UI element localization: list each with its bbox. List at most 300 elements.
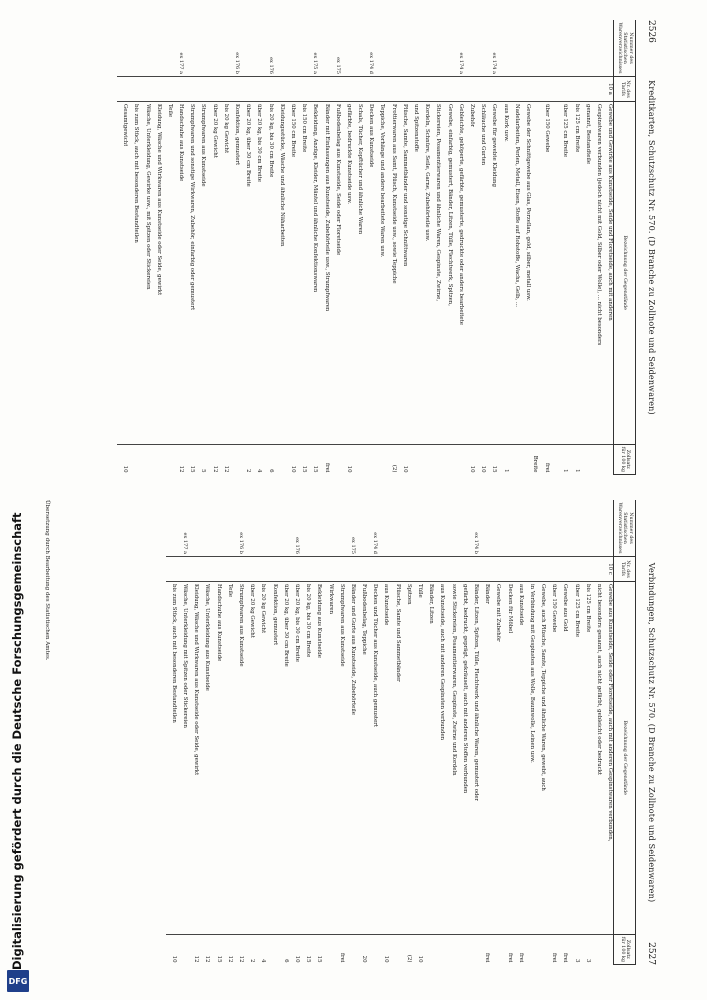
description-cell bbox=[222, 582, 233, 935]
description-text: Gewebe für gewebte Kleidung bbox=[491, 104, 498, 187]
description-cell bbox=[266, 582, 277, 935]
item-cell: 10 a bbox=[602, 77, 614, 102]
item-cell bbox=[419, 77, 430, 102]
description-cell bbox=[251, 102, 262, 445]
table-row bbox=[117, 20, 128, 475]
rate-cell bbox=[352, 444, 363, 475]
table-row bbox=[367, 500, 378, 965]
item-cell bbox=[520, 77, 531, 102]
page-number: 2527 bbox=[646, 942, 656, 965]
rate-cell: 10 bbox=[166, 934, 177, 965]
description-text: bis zum Stück, auch mit besonderen Bestandteilen bbox=[170, 584, 177, 723]
description-cell bbox=[441, 102, 452, 445]
rate-cell: frei bbox=[479, 934, 490, 965]
item-cell bbox=[274, 77, 285, 102]
description-text: Teppiche, Vorhänge und andere bearbeitete Waren usw. bbox=[379, 104, 386, 258]
description-cell bbox=[497, 102, 508, 445]
right-page-rotated-content bbox=[40, 500, 670, 965]
description-cell bbox=[244, 582, 255, 935]
table-row bbox=[274, 20, 285, 475]
description-text: Gewebe mit Zubehör bbox=[495, 584, 502, 642]
description-text: Gesamtgewicht bbox=[122, 104, 129, 147]
table-row bbox=[434, 500, 445, 965]
table-row bbox=[509, 20, 520, 475]
item-cell bbox=[367, 557, 378, 582]
table-row bbox=[240, 20, 251, 475]
item-cell bbox=[128, 77, 139, 102]
table-row bbox=[550, 20, 558, 475]
table-row bbox=[486, 20, 497, 475]
item-cell bbox=[378, 557, 389, 582]
description-cell bbox=[385, 102, 396, 445]
rate-cell bbox=[374, 444, 385, 475]
item-cell bbox=[401, 557, 412, 582]
description-text: Bänder, Litzen bbox=[428, 584, 435, 624]
item-cell bbox=[408, 77, 419, 102]
right-page-header bbox=[640, 500, 670, 965]
item-cell bbox=[423, 557, 434, 582]
item-cell bbox=[210, 557, 221, 582]
description-text: Handschuhe aus Kunstseide bbox=[215, 584, 222, 662]
description-text: bis 20 kg, bis 30 cm Breite bbox=[267, 104, 274, 178]
rate-cell bbox=[177, 934, 188, 965]
description-cell bbox=[229, 102, 240, 445]
description-cell bbox=[356, 582, 367, 935]
rate-cell bbox=[457, 934, 468, 965]
rate-cell bbox=[524, 934, 535, 965]
description-text: Bänder mit Einfassungen aus Kunstseide, Zubehörteile usw., Strumpfwaren bbox=[323, 104, 330, 312]
description-cell bbox=[233, 582, 244, 935]
tariff-ref-cell bbox=[423, 500, 434, 557]
description-text: Fußbodenbelag aus Kunstseide, Seide oder Floretseide bbox=[334, 104, 341, 256]
description-cell bbox=[550, 102, 558, 445]
description-cell bbox=[464, 102, 475, 445]
description-text: Teile bbox=[166, 104, 173, 118]
tariff-ref-cell bbox=[389, 500, 400, 557]
description-text: genannt, Bestandteile bbox=[584, 104, 591, 165]
description-text: aus Kunstseide bbox=[383, 584, 390, 626]
description-text: Frottierwaren aus Samt, Plüsch, Kunstseide usw., sowie Teppiche bbox=[390, 104, 397, 284]
tariff-ref-cell bbox=[591, 500, 602, 557]
rate-cell: 10 bbox=[117, 444, 128, 475]
item-cell bbox=[479, 557, 490, 582]
tariff-ref-cell bbox=[408, 20, 419, 77]
rate-cell: 10 bbox=[397, 444, 408, 475]
description-text: Gewebe aus Gold bbox=[562, 584, 569, 632]
tariff-ref-cell bbox=[117, 20, 128, 77]
rate-cell: 15 bbox=[184, 444, 195, 475]
item-cell bbox=[240, 77, 251, 102]
tariff-ref-cell bbox=[602, 500, 614, 557]
rate-cell: frei bbox=[557, 934, 568, 965]
rate-cell: 12 bbox=[188, 934, 199, 965]
rate-cell bbox=[520, 444, 531, 475]
column-header-description: Bezeichnung der Gegenstände bbox=[614, 582, 636, 935]
description-cell bbox=[289, 582, 300, 935]
rate-cell bbox=[423, 934, 434, 965]
table-row bbox=[318, 20, 329, 475]
table-row bbox=[199, 500, 210, 965]
description-cell bbox=[345, 582, 356, 935]
table-row bbox=[222, 500, 233, 965]
tariff-ref-cell bbox=[162, 20, 173, 77]
tariff-ref-cell: ex 174 b bbox=[468, 500, 479, 557]
tariff-ref-cell bbox=[296, 20, 307, 77]
right-page bbox=[40, 500, 670, 965]
description-cell bbox=[262, 102, 273, 445]
rate-cell bbox=[468, 934, 479, 965]
item-cell bbox=[497, 77, 508, 102]
item-cell bbox=[139, 77, 150, 102]
item-cell bbox=[356, 557, 367, 582]
item-cell bbox=[318, 77, 329, 102]
table-row bbox=[311, 500, 322, 965]
tariff-ref-cell bbox=[322, 500, 333, 557]
tariff-ref-cell bbox=[334, 500, 345, 557]
item-cell bbox=[341, 77, 352, 102]
description-cell bbox=[162, 102, 173, 445]
column-header-description: Bezeichnung der Gegenstände bbox=[614, 102, 636, 445]
description-cell bbox=[423, 582, 434, 935]
tariff-ref-cell bbox=[531, 20, 539, 77]
table-row bbox=[188, 500, 199, 965]
table-row bbox=[497, 20, 508, 475]
tariff-ref-cell bbox=[210, 500, 221, 557]
tariff-ref-cell bbox=[166, 500, 177, 557]
table-row bbox=[330, 20, 341, 475]
rate-cell bbox=[408, 444, 419, 475]
tariff-ref-cell: ex 175 a bbox=[307, 20, 318, 77]
table-row bbox=[195, 20, 206, 475]
item-cell bbox=[218, 77, 229, 102]
item-cell bbox=[244, 557, 255, 582]
description-text: Strumpfwaren aus Kunstseide bbox=[338, 584, 345, 667]
rate-cell bbox=[322, 934, 333, 965]
table-row bbox=[419, 20, 430, 475]
description-text: Konfektion, gemustert bbox=[271, 584, 278, 646]
description-text: Spitzen bbox=[405, 584, 412, 605]
tariff-ref-cell bbox=[139, 20, 150, 77]
item-cell bbox=[162, 77, 173, 102]
description-text: über 20 kg Gewicht bbox=[249, 584, 256, 638]
table-row bbox=[520, 20, 531, 475]
description-text: über 20 kg, über 30 cm Breite bbox=[282, 584, 289, 667]
left-page-rotated-content bbox=[40, 20, 670, 475]
table-row bbox=[345, 500, 356, 965]
item-cell bbox=[278, 557, 289, 582]
description-cell bbox=[509, 102, 520, 445]
rate-cell: 1 bbox=[497, 444, 508, 475]
description-text: Wirkwaren bbox=[327, 584, 334, 615]
description-cell bbox=[568, 582, 579, 935]
description-text: über 20 kg, über 30 cm Breite bbox=[245, 104, 252, 187]
description-text: Fußbodenbelag, Teppiche bbox=[361, 584, 368, 655]
tariff-ref-cell bbox=[378, 500, 389, 557]
description-text: aus Kunstseide bbox=[517, 584, 524, 626]
description-cell bbox=[520, 102, 531, 445]
item-cell bbox=[311, 557, 322, 582]
tariff-ref-cell: ex 177 a bbox=[173, 20, 184, 77]
table-row bbox=[210, 500, 221, 965]
description-cell bbox=[591, 582, 602, 935]
tariff-ref-cell bbox=[591, 20, 602, 77]
table-row bbox=[139, 20, 150, 475]
description-text: Bänder und Gurte aus Kunstseide, Zubehörteile bbox=[349, 584, 356, 715]
table-row bbox=[568, 20, 579, 475]
item-cell bbox=[550, 77, 558, 102]
rate-cell bbox=[441, 444, 452, 475]
description-cell bbox=[166, 582, 177, 935]
item-cell bbox=[412, 557, 423, 582]
tariff-ref-cell bbox=[509, 20, 520, 77]
item-cell bbox=[345, 557, 356, 582]
description-text: Bekleidung aus Kunstseide bbox=[316, 584, 323, 658]
table-row bbox=[385, 20, 396, 475]
dfg-logo: DFG bbox=[7, 970, 29, 992]
table-row bbox=[184, 20, 195, 475]
table-row bbox=[591, 20, 602, 475]
description-text: Handschuhe aus Kunstseide bbox=[178, 104, 185, 182]
rate-cell bbox=[453, 444, 464, 475]
rate-cell: (2) bbox=[385, 444, 396, 475]
description-cell bbox=[490, 582, 501, 935]
item-cell bbox=[334, 557, 345, 582]
item-cell bbox=[266, 557, 277, 582]
description-cell bbox=[468, 582, 479, 935]
item-cell bbox=[322, 557, 333, 582]
description-cell bbox=[580, 102, 591, 445]
table-row bbox=[430, 20, 441, 475]
table-row bbox=[378, 500, 389, 965]
table-row bbox=[173, 20, 184, 475]
description-cell bbox=[374, 102, 385, 445]
description-cell bbox=[151, 102, 162, 445]
description-cell bbox=[285, 102, 296, 445]
tariff-ref-cell bbox=[539, 20, 550, 77]
item-cell bbox=[330, 77, 341, 102]
item-cell bbox=[255, 557, 266, 582]
table-row bbox=[334, 500, 345, 965]
item-cell bbox=[535, 557, 546, 582]
item-cell bbox=[166, 557, 177, 582]
tariff-ref-cell: ex 174 a bbox=[453, 20, 464, 77]
rate-cell bbox=[550, 444, 558, 475]
tariff-ref-cell bbox=[184, 20, 195, 77]
rate-cell bbox=[151, 444, 162, 475]
description-cell bbox=[188, 582, 199, 935]
tariff-ref-cell bbox=[199, 500, 210, 557]
description-cell bbox=[210, 582, 221, 935]
tariff-ref-cell bbox=[255, 500, 266, 557]
tariff-ref-cell bbox=[318, 20, 329, 77]
description-cell bbox=[580, 582, 591, 935]
table-row bbox=[423, 500, 434, 965]
table-row bbox=[218, 20, 229, 475]
description-cell bbox=[401, 582, 412, 935]
tariff-ref-cell bbox=[300, 500, 311, 557]
rate-cell bbox=[274, 444, 285, 475]
table-row bbox=[557, 500, 568, 965]
rate-cell bbox=[139, 444, 150, 475]
table-row bbox=[266, 500, 277, 965]
description-cell bbox=[412, 582, 423, 935]
rate-cell bbox=[580, 444, 591, 475]
tariff-ref-cell bbox=[557, 500, 568, 557]
funding-banner bbox=[6, 430, 28, 990]
rate-cell: 3 bbox=[580, 934, 591, 965]
tariff-ref-cell: ex 177 a bbox=[177, 500, 188, 557]
description-text: über 150 Gewebe bbox=[551, 584, 558, 633]
item-cell bbox=[289, 557, 300, 582]
description-text: über 20 kg, bis 30 cm Breite bbox=[293, 584, 300, 663]
description-cell bbox=[173, 102, 184, 445]
tariff-ref-cell bbox=[206, 20, 217, 77]
tariff-table-right bbox=[166, 500, 636, 965]
tariff-ref-cell bbox=[497, 20, 508, 77]
description-text: Decken aus Kunstseide bbox=[368, 104, 375, 168]
description-cell bbox=[296, 102, 307, 445]
description-text: Strumpfwaren aus Kunstseide bbox=[200, 104, 207, 187]
item-cell bbox=[199, 557, 210, 582]
rate-cell: 10 bbox=[412, 934, 423, 965]
rate-cell bbox=[430, 444, 441, 475]
description-cell bbox=[240, 102, 251, 445]
rate-cell: Breite bbox=[531, 444, 539, 475]
tariff-ref-cell bbox=[240, 20, 251, 77]
table-row bbox=[475, 20, 486, 475]
item-cell bbox=[385, 77, 396, 102]
rate-cell: 15 bbox=[307, 444, 318, 475]
tariff-ref-cell bbox=[524, 500, 535, 557]
tariff-ref-cell bbox=[520, 20, 531, 77]
tariff-ref-cell bbox=[352, 20, 363, 77]
column-header-item: Nr. des Tarifs bbox=[614, 77, 636, 102]
description-text: aus Kork usw. bbox=[502, 104, 509, 142]
tariff-ref-cell bbox=[580, 20, 591, 77]
table-row bbox=[166, 500, 177, 965]
description-text: Plüsche, Samte und Sammetbänder bbox=[394, 584, 401, 682]
description-text: und Spitzenstoffe bbox=[413, 104, 420, 152]
column-header-ref: Nummer des Statistischen Warenverzeichnisses bbox=[614, 500, 636, 557]
rate-cell: 10 bbox=[378, 934, 389, 965]
tariff-ref-cell bbox=[274, 20, 285, 77]
tariff-ref-cell bbox=[457, 500, 468, 557]
description-text: gefärbte, bedruckte Kunstseide usw. bbox=[345, 104, 352, 204]
item-cell bbox=[233, 557, 244, 582]
tariff-ref-cell bbox=[244, 500, 255, 557]
item-cell bbox=[490, 557, 501, 582]
description-text: Gewebe aus Kunstseide, Seide oder Floretseide, auch mit anderen Gespinstwaren verbunden, bbox=[607, 584, 614, 842]
item-cell bbox=[285, 77, 296, 102]
description-cell bbox=[330, 102, 341, 445]
table-row bbox=[244, 500, 255, 965]
table-row bbox=[278, 500, 289, 965]
table-row bbox=[408, 20, 419, 475]
description-cell bbox=[397, 102, 408, 445]
rate-cell: frei bbox=[539, 444, 550, 475]
rate-cell: 12 bbox=[199, 934, 210, 965]
tariff-ref-cell bbox=[441, 20, 452, 77]
tariff-ref-cell: ex 174 a bbox=[486, 20, 497, 77]
description-text: über 20 kg Gewicht bbox=[211, 104, 218, 158]
description-text: aus Kunstseide, auch mit anderen Gespinsten verbunden bbox=[439, 584, 446, 741]
description-text: Gebleichte, geköperte, gefärbte, gemusterte, gedruckte oder anders bearbeitete bbox=[457, 104, 464, 325]
description-text: sowie Stickereien, Posamentierwaren, Gespinste, Zwirne und Kordeln bbox=[450, 584, 457, 776]
rate-cell bbox=[591, 934, 602, 965]
item-cell bbox=[184, 77, 195, 102]
table-row bbox=[255, 500, 266, 965]
left-page-header bbox=[640, 20, 670, 475]
table-row bbox=[397, 20, 408, 475]
item-cell bbox=[352, 77, 363, 102]
table-row bbox=[557, 20, 568, 475]
rate-cell: 10 bbox=[285, 444, 296, 475]
tariff-ref-cell bbox=[285, 20, 296, 77]
description-cell bbox=[352, 102, 363, 445]
description-text: über 125 cm Breite bbox=[562, 104, 569, 158]
table-row bbox=[513, 500, 524, 965]
rate-cell: 1 bbox=[557, 444, 568, 475]
table-row bbox=[464, 20, 475, 475]
item-cell bbox=[430, 77, 441, 102]
tariff-rows-left bbox=[117, 20, 614, 475]
item-cell bbox=[591, 77, 602, 102]
description-text: Strumpfwaren aus Kunstseide bbox=[238, 584, 245, 667]
rate-cell bbox=[367, 934, 378, 965]
tariff-ref-cell bbox=[188, 500, 199, 557]
description-text: Gewebe, auch Plüsche, Samte, Teppiche und ähnliche Waren, gewebt, auch bbox=[540, 584, 547, 791]
description-cell bbox=[177, 582, 188, 935]
description-text: gefärbt, bedruckt, geprägt, gekräuselt, auch mit anderen Stoffen verbunden bbox=[461, 584, 468, 794]
item-cell bbox=[307, 77, 318, 102]
item-cell bbox=[262, 77, 273, 102]
rate-cell: 2 bbox=[240, 444, 251, 475]
tariff-ref-cell bbox=[128, 20, 139, 77]
table-row bbox=[412, 500, 423, 965]
tariff-ref-cell bbox=[278, 500, 289, 557]
tariff-ref-cell: ex 176 b bbox=[233, 500, 244, 557]
item-cell bbox=[397, 77, 408, 102]
rate-cell: 6 bbox=[262, 444, 273, 475]
rate-cell bbox=[389, 934, 400, 965]
description-text: Wäsche, Unterkleidung, Gewirke usw., mit Spitzen oder Stickereien bbox=[144, 104, 151, 290]
item-cell bbox=[568, 77, 579, 102]
tariff-ref-cell bbox=[419, 20, 430, 77]
item-cell bbox=[457, 557, 468, 582]
description-cell bbox=[363, 102, 374, 445]
tariff-ref-cell bbox=[251, 20, 262, 77]
table-row bbox=[602, 20, 614, 475]
rate-cell bbox=[602, 934, 614, 965]
item-cell bbox=[524, 557, 535, 582]
item-cell bbox=[445, 557, 456, 582]
description-cell bbox=[278, 582, 289, 935]
item-cell bbox=[486, 77, 497, 102]
description-cell bbox=[524, 582, 535, 935]
description-text: Tülle bbox=[417, 584, 424, 598]
item-cell bbox=[296, 77, 307, 102]
table-row bbox=[363, 20, 374, 475]
table-row bbox=[162, 20, 173, 475]
table-row bbox=[441, 20, 452, 475]
description-cell bbox=[128, 102, 139, 445]
item-cell bbox=[557, 557, 568, 582]
rate-cell bbox=[602, 444, 614, 475]
item-cell bbox=[389, 557, 400, 582]
table-row bbox=[531, 20, 539, 475]
tariff-ref-cell: ex 176 b bbox=[229, 20, 240, 77]
table-row bbox=[341, 20, 352, 475]
